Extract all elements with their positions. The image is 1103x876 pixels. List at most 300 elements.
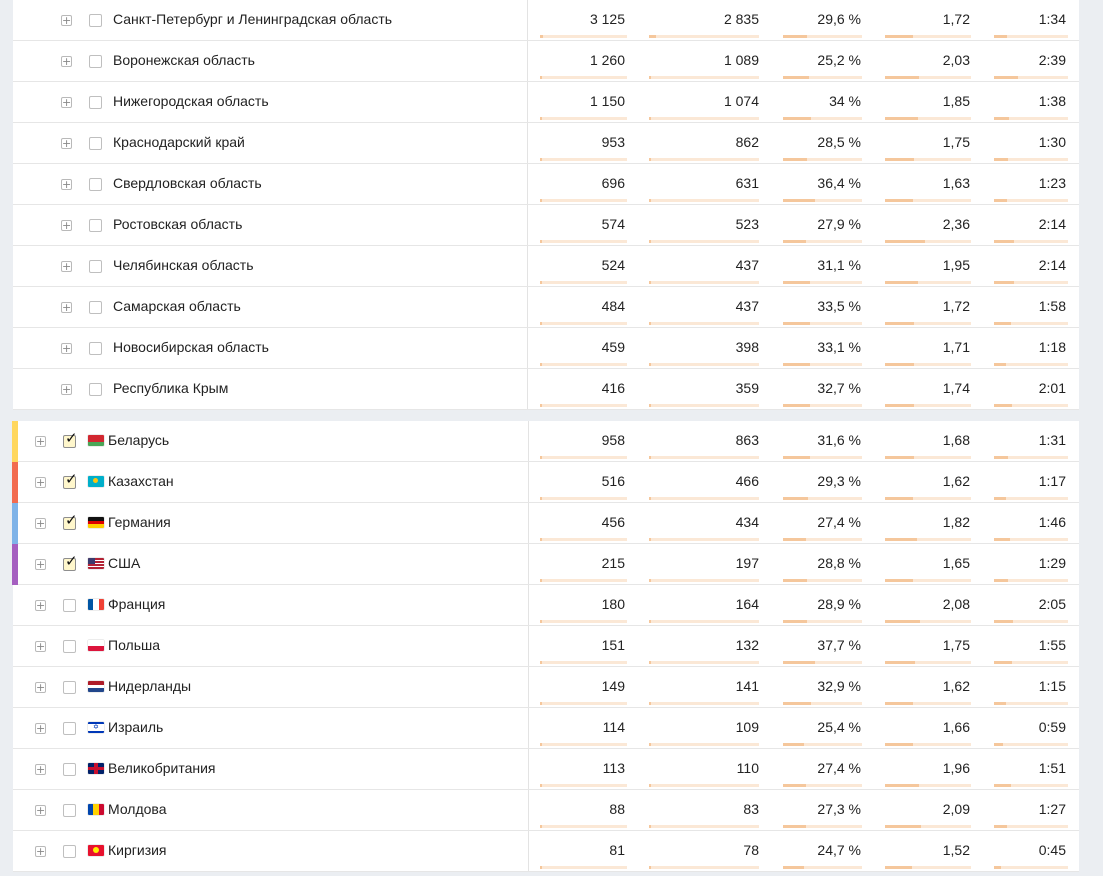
page-depth-value: 2,08 (942, 596, 970, 612)
region-name[interactable]: Самарская область (113, 298, 241, 314)
visitors-bar (649, 363, 759, 366)
country-row[interactable] (13, 462, 1079, 503)
time-bar (994, 363, 1068, 366)
bounce-bar (783, 363, 862, 366)
country-name[interactable]: Израиль (108, 719, 164, 735)
visitors-bar (649, 784, 759, 787)
row-checkbox[interactable] (63, 640, 76, 653)
time-on-site-value: 1:29 (1038, 555, 1066, 571)
name-cell (13, 626, 529, 666)
us-flag-icon (88, 558, 104, 569)
bounce-rate-value: 32,7 % (817, 380, 861, 396)
country-row[interactable] (13, 831, 1079, 872)
country-row[interactable] (13, 544, 1079, 585)
bounce-bar (783, 661, 862, 664)
visits-value: 574 (601, 216, 625, 232)
time-on-site-value: 1:46 (1038, 514, 1066, 530)
time-bar (994, 784, 1068, 787)
country-name[interactable]: Германия (108, 514, 171, 530)
name-cell (13, 667, 529, 707)
row-checkbox[interactable] (89, 260, 102, 273)
gb-flag-icon (88, 763, 104, 774)
page-depth-value: 1,82 (942, 514, 970, 530)
visits-value: 459 (601, 339, 625, 355)
region-row[interactable] (13, 328, 1079, 369)
row-checkbox[interactable] (89, 96, 102, 109)
bounce-bar (783, 240, 862, 243)
row-checkbox[interactable] (63, 599, 76, 612)
name-cell (13, 205, 528, 245)
country-row[interactable] (13, 749, 1079, 790)
bounce-rate-value: 32,9 % (817, 678, 861, 694)
row-checkbox[interactable] (63, 429, 78, 448)
name-cell (13, 369, 528, 409)
page-depth-value: 1,95 (942, 257, 970, 273)
visits-value: 88 (609, 801, 625, 817)
page-depth-value: 1,65 (942, 555, 970, 571)
visits-value: 516 (601, 473, 625, 489)
bounce-bar (783, 866, 862, 869)
visitors-bar (649, 117, 759, 120)
page-depth-value: 2,03 (942, 52, 970, 68)
visitors-bar (649, 825, 759, 828)
row-checkbox[interactable] (89, 55, 102, 68)
time-on-site-value: 1:30 (1038, 134, 1066, 150)
depth-bar (885, 322, 971, 325)
time-bar (994, 743, 1068, 746)
visits-value: 180 (601, 596, 625, 612)
page-depth-value: 1,62 (942, 473, 970, 489)
expand-icon[interactable]: + (36, 845, 46, 858)
country-row[interactable] (13, 708, 1079, 749)
visits-bar (540, 240, 627, 243)
visits-bar (540, 784, 627, 787)
visitors-bar (649, 866, 759, 869)
row-checkbox[interactable] (89, 219, 102, 232)
visits-value: 81 (609, 842, 625, 858)
country-name[interactable]: Нидерланды (108, 678, 192, 694)
by-flag-icon (88, 435, 104, 446)
depth-bar (885, 497, 971, 500)
expand-icon[interactable]: + (36, 517, 46, 530)
bounce-rate-value: 34 % (829, 93, 861, 109)
page-depth-value: 1,96 (942, 760, 970, 776)
bounce-rate-value: 31,6 % (817, 432, 861, 448)
row-checkbox[interactable] (89, 137, 102, 150)
checkmark-icon: ✓ (65, 552, 78, 570)
page-depth-value: 1,74 (942, 380, 970, 396)
visits-bar (540, 117, 627, 120)
time-bar (994, 35, 1068, 38)
name-cell (13, 0, 528, 40)
row-checkbox[interactable] (89, 178, 102, 191)
name-cell (13, 503, 529, 543)
checkmark-icon: ✓ (65, 511, 78, 529)
time-on-site-value: 1:17 (1038, 473, 1066, 489)
time-on-site-value: 1:27 (1038, 801, 1066, 817)
page-depth-value: 1,62 (942, 678, 970, 694)
region-name[interactable]: Краснодарский край (113, 134, 245, 150)
time-bar (994, 76, 1068, 79)
name-cell (13, 328, 528, 368)
depth-bar (885, 35, 971, 38)
expand-icon[interactable]: + (62, 260, 72, 273)
visits-value: 1 150 (589, 93, 625, 109)
time-on-site-value: 1:55 (1038, 637, 1066, 653)
visits-bar (540, 158, 627, 161)
region-row[interactable] (13, 287, 1079, 328)
visits-bar (540, 661, 627, 664)
visits-bar (540, 76, 627, 79)
time-bar (994, 702, 1068, 705)
page-depth-value: 1,52 (942, 842, 970, 858)
country-row[interactable] (13, 667, 1079, 708)
row-checkbox[interactable] (89, 14, 102, 27)
time-on-site-value: 1:38 (1038, 93, 1066, 109)
visits-bar (540, 199, 627, 202)
visitors-bar (649, 538, 759, 541)
il-flag-icon: ✡ (88, 722, 104, 733)
region-row[interactable] (13, 41, 1079, 82)
expand-icon[interactable]: + (36, 435, 46, 448)
row-checkbox[interactable] (63, 681, 76, 694)
checkmark-icon: ✓ (65, 429, 78, 447)
depth-bar (885, 158, 971, 161)
country-row[interactable] (13, 626, 1079, 667)
time-bar (994, 404, 1068, 407)
expand-icon[interactable]: + (62, 301, 72, 314)
name-cell (13, 749, 529, 789)
bounce-bar (783, 497, 862, 500)
visits-value: 524 (601, 257, 625, 273)
md-flag-icon (88, 804, 104, 815)
country-row[interactable] (13, 503, 1079, 544)
depth-bar (885, 76, 971, 79)
bounce-bar (783, 199, 862, 202)
visitors-value: 523 (735, 216, 759, 232)
series-color-marker (12, 421, 18, 462)
bounce-bar (783, 825, 862, 828)
row-checkbox[interactable] (63, 470, 78, 489)
depth-bar (885, 281, 971, 284)
visits-bar (540, 620, 627, 623)
page-depth-value: 1,75 (942, 637, 970, 653)
visitors-value: 2 835 (723, 11, 759, 27)
visitors-bar (649, 743, 759, 746)
visitors-value: 197 (735, 555, 759, 571)
visits-bar (540, 35, 627, 38)
visitors-value: 164 (735, 596, 759, 612)
time-on-site-value: 2:14 (1038, 216, 1066, 232)
bounce-bar (783, 538, 862, 541)
row-checkbox[interactable] (63, 511, 78, 530)
expand-icon[interactable]: + (36, 640, 46, 653)
visits-value: 114 (602, 719, 625, 735)
region-name[interactable]: Санкт-Петербург и Ленинградская область (113, 11, 393, 27)
country-name[interactable]: Молдова (108, 801, 167, 817)
regions-table (13, 0, 1079, 410)
depth-bar (885, 199, 971, 202)
bounce-bar (783, 76, 862, 79)
country-name[interactable]: Франция (108, 596, 166, 612)
time-bar (994, 240, 1068, 243)
depth-bar (885, 117, 971, 120)
expand-icon[interactable]: + (62, 342, 72, 355)
bounce-bar (783, 456, 862, 459)
page-depth-value: 1,72 (942, 298, 970, 314)
expand-icon[interactable]: + (36, 722, 46, 735)
name-cell (13, 82, 528, 122)
depth-bar (885, 620, 971, 623)
visitors-value: 141 (735, 678, 759, 694)
bounce-rate-value: 33,5 % (817, 298, 861, 314)
row-checkbox[interactable] (63, 552, 78, 571)
visits-bar (540, 404, 627, 407)
expand-icon[interactable]: + (62, 14, 72, 27)
bounce-rate-value: 28,9 % (817, 596, 861, 612)
de-flag-icon (88, 517, 104, 528)
expand-icon[interactable]: + (62, 55, 72, 68)
name-cell (13, 831, 529, 871)
checkmark-icon: ✓ (65, 470, 78, 488)
visitors-bar (649, 322, 759, 325)
bounce-bar (783, 322, 862, 325)
visits-bar (540, 579, 627, 582)
region-name[interactable]: Воронежская область (113, 52, 255, 68)
row-checkbox[interactable] (89, 383, 102, 396)
time-bar (994, 497, 1068, 500)
time-on-site-value: 2:39 (1038, 52, 1066, 68)
visitors-bar (649, 404, 759, 407)
time-bar (994, 825, 1068, 828)
country-name[interactable]: Польша (108, 637, 161, 653)
time-on-site-value: 2:14 (1038, 257, 1066, 273)
time-bar (994, 661, 1068, 664)
visits-value: 958 (601, 432, 625, 448)
region-row[interactable] (13, 0, 1079, 41)
name-cell (13, 287, 528, 327)
time-bar (994, 322, 1068, 325)
region-name[interactable]: Республика Крым (113, 380, 229, 396)
time-on-site-value: 0:59 (1038, 719, 1066, 735)
expand-icon[interactable]: + (36, 763, 46, 776)
page-depth-value: 1,68 (942, 432, 970, 448)
bounce-rate-value: 31,1 % (817, 257, 861, 273)
region-row[interactable] (13, 164, 1079, 205)
time-on-site-value: 1:34 (1038, 11, 1066, 27)
visitors-value: 437 (735, 298, 759, 314)
bounce-rate-value: 24,7 % (817, 842, 861, 858)
visits-value: 151 (601, 637, 625, 653)
expand-icon[interactable]: + (62, 219, 72, 232)
visitors-bar (649, 281, 759, 284)
visits-bar (540, 456, 627, 459)
depth-bar (885, 661, 971, 664)
country-name[interactable]: Киргизия (108, 842, 167, 858)
visitors-bar (649, 158, 759, 161)
page-depth-value: 1,63 (942, 175, 970, 191)
row-checkbox[interactable] (63, 804, 76, 817)
visits-bar (540, 497, 627, 500)
country-row[interactable] (13, 421, 1079, 462)
expand-icon[interactable]: + (62, 96, 72, 109)
region-row[interactable] (13, 82, 1079, 123)
visitors-bar (649, 199, 759, 202)
bounce-rate-value: 28,5 % (817, 134, 861, 150)
depth-bar (885, 456, 971, 459)
row-checkbox[interactable] (63, 763, 76, 776)
visitors-value: 83 (743, 801, 759, 817)
visits-value: 456 (601, 514, 625, 530)
name-cell (13, 585, 529, 625)
depth-bar (885, 404, 971, 407)
visits-value: 215 (601, 555, 625, 571)
region-name[interactable]: Челябинская область (113, 257, 254, 273)
expand-icon[interactable]: + (36, 804, 46, 817)
visits-bar (540, 281, 627, 284)
page-depth-value: 1,75 (942, 134, 970, 150)
bounce-bar (783, 702, 862, 705)
page-depth-value: 1,72 (942, 11, 970, 27)
time-on-site-value: 0:45 (1038, 842, 1066, 858)
expand-icon[interactable]: + (62, 178, 72, 191)
visitors-value: 78 (743, 842, 759, 858)
visitors-value: 631 (735, 175, 759, 191)
expand-icon[interactable]: + (36, 681, 46, 694)
time-on-site-value: 1:18 (1038, 339, 1066, 355)
kg-flag-icon (88, 845, 104, 856)
page-depth-value: 1,66 (942, 719, 970, 735)
country-name[interactable]: Великобритания (108, 760, 216, 776)
countries-table (13, 421, 1079, 872)
visitors-bar (649, 240, 759, 243)
visits-bar (540, 866, 627, 869)
visitors-value: 466 (735, 473, 759, 489)
country-name[interactable]: Казахстан (108, 473, 174, 489)
depth-bar (885, 579, 971, 582)
visitors-bar (649, 76, 759, 79)
bounce-bar (783, 579, 862, 582)
page-depth-value: 2,36 (942, 216, 970, 232)
region-row[interactable] (13, 123, 1079, 164)
region-row[interactable] (13, 205, 1079, 246)
visits-value: 113 (602, 760, 625, 776)
row-checkbox[interactable] (63, 722, 76, 735)
visits-value: 416 (601, 380, 625, 396)
bounce-rate-value: 27,4 % (817, 760, 861, 776)
visits-value: 149 (601, 678, 625, 694)
bounce-rate-value: 25,2 % (817, 52, 861, 68)
time-on-site-value: 1:23 (1038, 175, 1066, 191)
bounce-rate-value: 33,1 % (817, 339, 861, 355)
time-on-site-value: 1:31 (1038, 432, 1066, 448)
visitors-bar (649, 702, 759, 705)
visits-value: 696 (601, 175, 625, 191)
visitors-value: 862 (735, 134, 759, 150)
name-cell (13, 790, 529, 830)
bounce-bar (783, 743, 862, 746)
bounce-bar (783, 404, 862, 407)
depth-bar (885, 702, 971, 705)
visitors-bar (649, 456, 759, 459)
row-checkbox[interactable] (89, 301, 102, 314)
expand-icon[interactable]: + (36, 558, 46, 571)
expand-icon[interactable]: + (62, 137, 72, 150)
page-depth-value: 2,09 (942, 801, 970, 817)
depth-bar (885, 784, 971, 787)
depth-bar (885, 363, 971, 366)
time-bar (994, 199, 1068, 202)
page-depth-value: 1,85 (942, 93, 970, 109)
time-bar (994, 866, 1068, 869)
country-name[interactable]: США (108, 555, 141, 571)
visitors-bar (649, 620, 759, 623)
bounce-bar (783, 117, 862, 120)
kz-flag-icon (88, 476, 104, 487)
visits-value: 3 125 (589, 11, 625, 27)
time-bar (994, 158, 1068, 161)
time-bar (994, 117, 1068, 120)
time-bar (994, 456, 1068, 459)
visitors-value: 398 (735, 339, 759, 355)
region-row[interactable] (13, 369, 1079, 410)
region-name[interactable]: Нижегородская область (113, 93, 269, 109)
country-name[interactable]: Беларусь (108, 432, 170, 448)
visitors-value: 1 074 (723, 93, 759, 109)
bounce-bar (783, 620, 862, 623)
time-on-site-value: 1:15 (1038, 678, 1066, 694)
region-name[interactable]: Ростовская область (113, 216, 243, 232)
visitors-value: 1 089 (723, 52, 759, 68)
pl-flag-icon (88, 640, 104, 651)
bounce-rate-value: 29,6 % (817, 11, 861, 27)
bounce-rate-value: 27,9 % (817, 216, 861, 232)
name-cell (13, 462, 529, 502)
time-on-site-value: 1:51 (1038, 760, 1066, 776)
visitors-value: 109 (735, 719, 759, 735)
visitors-value: 863 (735, 432, 759, 448)
row-checkbox[interactable] (89, 342, 102, 355)
region-name[interactable]: Свердловская область (113, 175, 262, 191)
series-color-marker (12, 544, 18, 585)
expand-icon[interactable]: + (36, 599, 46, 612)
visits-bar (540, 702, 627, 705)
time-bar (994, 538, 1068, 541)
visits-value: 1 260 (589, 52, 625, 68)
time-bar (994, 281, 1068, 284)
country-row[interactable] (13, 790, 1079, 831)
bounce-rate-value: 27,3 % (817, 801, 861, 817)
time-bar (994, 620, 1068, 623)
country-row[interactable] (13, 585, 1079, 626)
time-on-site-value: 2:05 (1038, 596, 1066, 612)
expand-icon[interactable]: + (62, 383, 72, 396)
bounce-rate-value: 25,4 % (817, 719, 861, 735)
region-name[interactable]: Новосибирская область (113, 339, 269, 355)
name-cell (13, 41, 528, 81)
bounce-bar (783, 281, 862, 284)
visits-value: 484 (601, 298, 625, 314)
row-checkbox[interactable] (63, 845, 76, 858)
visitors-value: 132 (735, 637, 759, 653)
time-bar (994, 579, 1068, 582)
region-row[interactable] (13, 246, 1079, 287)
visits-bar (540, 322, 627, 325)
expand-icon[interactable]: + (36, 476, 46, 489)
name-cell (13, 164, 528, 204)
visitors-bar (649, 497, 759, 500)
visitors-bar (649, 579, 759, 582)
